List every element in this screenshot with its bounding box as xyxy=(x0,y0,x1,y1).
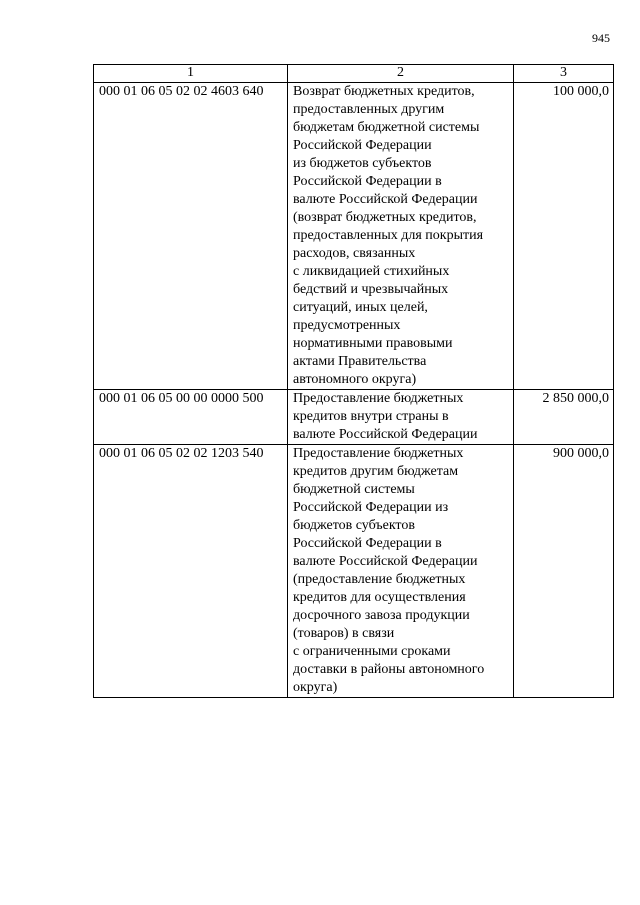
description-line: с ликвидацией стихийных xyxy=(293,264,450,279)
description-line: актами Правительства xyxy=(293,354,427,369)
description-line: (возврат бюджетных кредитов, xyxy=(293,210,477,225)
description-line: бюджетов субъектов xyxy=(293,518,415,533)
budget-amount-cell: 2 850 000,0 xyxy=(514,390,614,445)
description-line: досрочного завоза продукции xyxy=(293,608,470,623)
column-header-amount: 3 xyxy=(514,65,614,83)
description-line: предоставленных для покрытия xyxy=(293,228,484,243)
description-line: Предоставление бюджетных xyxy=(293,391,464,406)
budget-code-cell: 000 01 06 05 02 02 1203 540 xyxy=(94,445,288,698)
table-header-row xyxy=(94,65,614,83)
description-line: (предоставление бюджетных xyxy=(293,572,466,587)
description-line: расходов, связанных xyxy=(293,246,416,261)
description-line: валюте Российской Федерации xyxy=(293,427,478,442)
description-line: бедствий и чрезвычайных xyxy=(293,282,449,297)
budget-description-cell xyxy=(288,445,514,698)
description-line: Российской Федерации в xyxy=(293,174,442,189)
description-line: Российской Федерации в xyxy=(293,536,442,551)
column-header-code: 1 xyxy=(94,65,288,83)
table-row xyxy=(94,390,614,445)
description-line: из бюджетов субъектов xyxy=(293,156,432,171)
description-line: Российской Федерации xyxy=(293,138,432,153)
description-line: ситуаций, иных целей, xyxy=(293,300,428,315)
description-line: бюджетам бюджетной системы xyxy=(293,120,480,135)
budget-amount-cell: 100 000,0 xyxy=(514,83,614,390)
description-line: предусмотренных xyxy=(293,318,401,333)
description-line: автономного округа) xyxy=(293,372,417,387)
budget-amount-cell: 900 000,0 xyxy=(514,445,614,698)
description-line: бюджетной системы xyxy=(293,482,415,497)
description-line: доставки в районы автономного xyxy=(293,662,485,677)
column-header-name: 2 xyxy=(288,65,514,83)
description-line: (товаров) в связи xyxy=(293,626,395,641)
budget-description-cell xyxy=(288,83,514,390)
description-line: нормативными правовыми xyxy=(293,336,453,351)
budget-description-cell xyxy=(288,390,514,445)
description-line: валюте Российской Федерации xyxy=(293,192,478,207)
budget-sources-table xyxy=(93,64,614,698)
budget-code-cell: 000 01 06 05 00 00 0000 500 xyxy=(94,390,288,445)
description-line: кредитов для осуществления xyxy=(293,590,466,605)
description-line: Возврат бюджетных кредитов, xyxy=(293,84,475,99)
page-number: 945 xyxy=(592,31,610,45)
description-line: предоставленных другим xyxy=(293,102,445,117)
description-line: валюте Российской Федерации xyxy=(293,554,478,569)
description-line: Предоставление бюджетных xyxy=(293,446,464,461)
description-line: кредитов внутри страны в xyxy=(293,409,449,424)
description-line: Российской Федерации из xyxy=(293,500,449,515)
table-row xyxy=(94,445,614,698)
description-line: с ограниченными сроками xyxy=(293,644,451,659)
budget-code-cell: 000 01 06 05 02 02 4603 640 xyxy=(94,83,288,390)
description-line: кредитов другим бюджетам xyxy=(293,464,459,479)
description-line: округа) xyxy=(293,680,338,695)
table-row xyxy=(94,83,614,390)
